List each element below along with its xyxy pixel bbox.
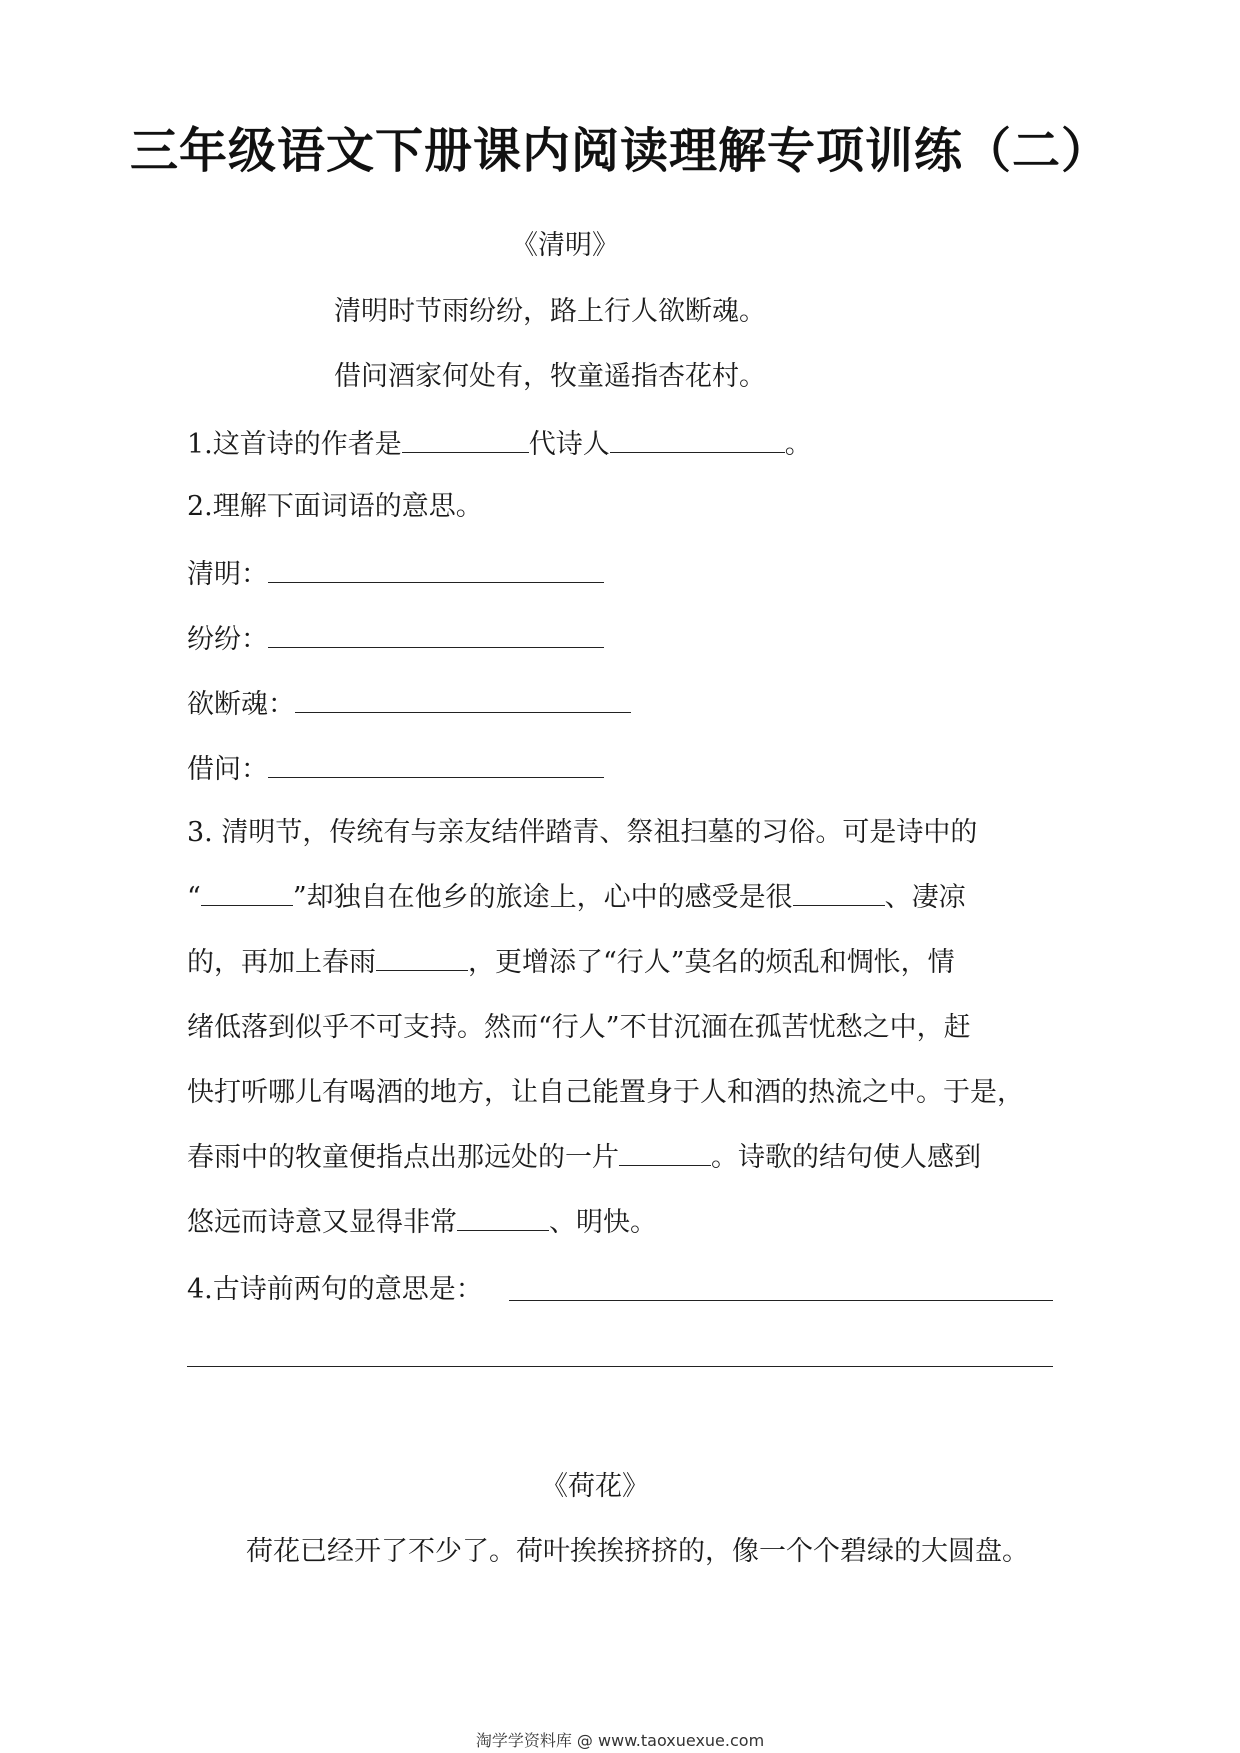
footer-watermark: 淘学学资料库 @ www.taoxuexue.com xyxy=(475,1731,765,1750)
question-1: 1.这首诗的作者是 代诗人 。 xyxy=(187,424,812,463)
answer-blank[interactable] xyxy=(201,877,293,906)
poem-line-1: 清明时节雨纷纷，路上行人欲断魂。 xyxy=(334,296,766,327)
answer-blank[interactable] xyxy=(793,877,885,906)
poem-title: 《清明》 xyxy=(511,230,619,261)
term-fenfen: 纷纷： xyxy=(187,619,604,658)
term-yuduanhun: 欲断魂： xyxy=(187,684,631,723)
answer-blank[interactable] xyxy=(268,554,604,583)
answer-blank[interactable] xyxy=(268,619,604,648)
poem-line-2: 借问酒家何处有，牧童遥指杏花村。 xyxy=(334,361,766,392)
answer-blank[interactable] xyxy=(619,1137,711,1166)
answer-blank[interactable] xyxy=(376,942,468,971)
passage-text: 荷花已经开了不少了。荷叶挨挨挤挤的，像一个个碧绿的大圆盘。 xyxy=(246,1536,1029,1567)
passage-title: 《荷花》 xyxy=(541,1471,649,1502)
answer-blank[interactable] xyxy=(402,424,529,453)
answer-blank[interactable] xyxy=(268,749,604,778)
question-2: 2.理解下面词语的意思。 xyxy=(187,491,483,522)
question-4: 4.古诗前两句的意思是： xyxy=(187,1274,483,1305)
answer-line[interactable] xyxy=(187,1366,1053,1367)
term-qingming: 清明： xyxy=(187,554,604,593)
answer-blank[interactable] xyxy=(457,1202,549,1231)
answer-blank[interactable] xyxy=(610,424,785,453)
answer-blank[interactable] xyxy=(295,684,631,713)
page-title: 三年级语文下册课内阅读理解专项训练（二） xyxy=(129,123,1110,179)
question-3: 3. 清明节，传统有与亲友结伴踏青、祭祖扫墓的习俗。可是诗中的 “ ”却独自在他乡的旅途上，心中的感受是很 、凄凉 的，再加上春雨 ，更增添了“行人”莫名的烦乱和惆怅，情 绪低落到似乎不可支持。然而“行人”不甘沉湎在孤苦忧愁之中，赶 快打听哪儿有喝酒的地方，让自己能置身于人和酒的热流之中。于是， 春雨中的牧童便指点出那远处的一片 。诗歌的结句使人感到 悠远而诗意又显得非常 、明快。 xyxy=(187,817,1024,1238)
term-jiewen: 借问： xyxy=(187,749,604,788)
answer-line[interactable] xyxy=(509,1300,1053,1301)
